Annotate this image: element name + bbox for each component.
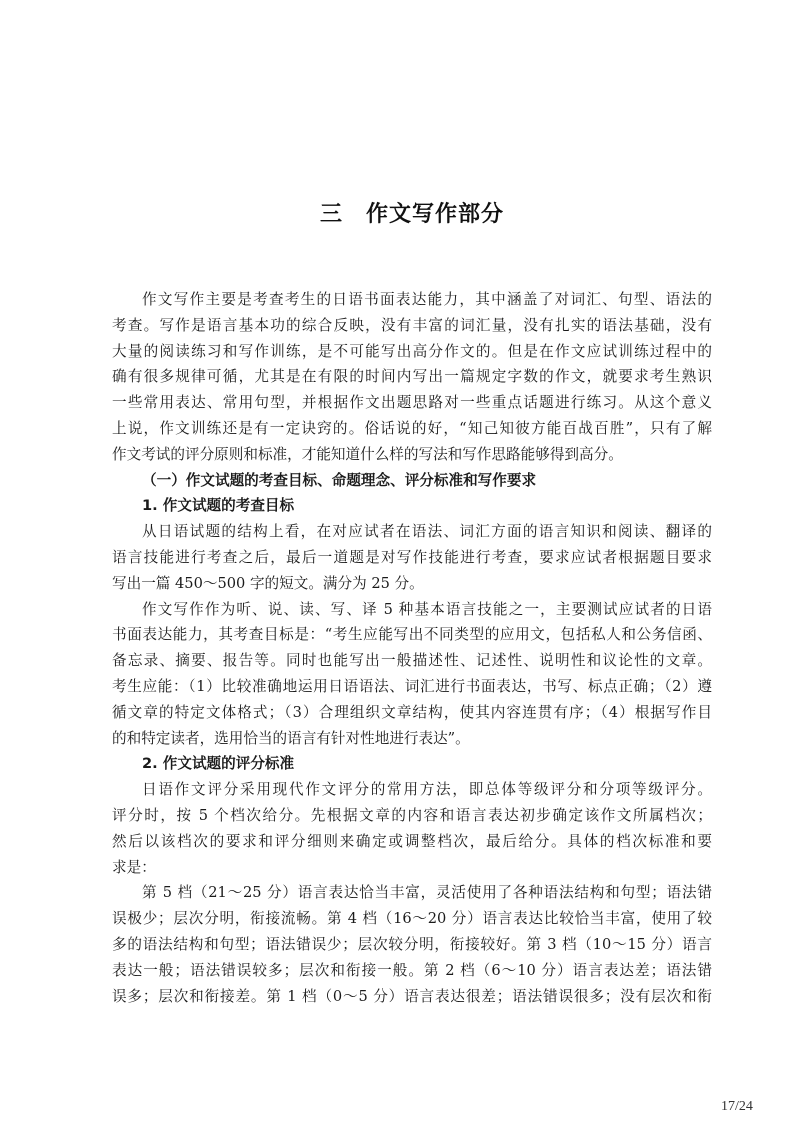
subsection-heading-objectives: 1. 作文试题的考查目标 [142,497,295,515]
text-line: 考查。写作是语言基本功的综合反映，没有丰富的词汇量，没有扎实的语法基础，没有 [112,316,712,334]
text-line: 从日语试题的结构上看，在对应试者在语法、词汇方面的语言知识和阅读、翻译的 [142,523,712,541]
text-line: 评分时，按 5 个档次给分。先根据文章的内容和语言表达初步确定该作文所属档次； [112,806,712,824]
text-line: 一些常用表达、常用句型，并根据作文出题思路对一些重点话题进行练习。从这个意义 [112,394,712,412]
text-line: 日语作文评分采用现代作文评分的常用方法，即总体等级评分和分项等级评分。 [142,781,712,799]
section-heading: （一）作文试题的考查目标、命题理念、评分标准和写作要求 [142,471,537,489]
text-line: 写出一篇 450～500 字的短文。满分为 25 分。 [112,574,424,592]
text-line: 大量的阅读练习和写作训练，是不可能写出高分作文的。但是在作文应试训练过程中的 [112,342,712,360]
text-line: 语言技能进行考查之后，最后一道题是对写作技能进行考查，要求应试者根据题目要求 [112,548,712,566]
text-line: 循文章的特定文体格式；（3）合理组织文章结构，使其内容连贯有序；（4）根据写作目 [112,703,712,721]
intro-paragraph [112,287,712,468]
text-line: 确有很多规律可循，尤其是在有限的时间内写出一篇规定字数的作文，就要求考生熟识 [112,368,712,386]
page-number: 17/24 [721,1099,753,1114]
text-line: 书面表达能力，其考查目标是：“考生应能写出不同类型的应用文，包括私人和公务信函、 [112,626,712,644]
text-line: 作文写作主要是考查考生的日语书面表达能力，其中涵盖了对词汇、句型、语法的 [142,291,712,308]
objectives-paragraph-1 [112,519,712,596]
text-line: 作文考试的评分原则和标准，才能知道什么样的写法和写作思路能够得到高分。 [112,445,623,463]
objectives-paragraph-2 [112,597,712,752]
text-line: 误极少；层次分明，衔接流畅。第 4 档（16～20 分）语言表达比较恰当丰富，使用了较 [112,910,712,928]
chapter-title: 三 作文写作部分 [319,202,504,227]
text-line: 的和特定读者，选用恰当的语言有针对性地进行表达”。 [112,729,470,747]
text-line: 第 5 档（21～25 分）语言表达恰当丰富，灵活使用了各种语法结构和句型；语法错 [142,884,712,902]
text-line: 上说，作文训练还是有一定诀窍的。俗话说的好，“知己知彼方能百战百胜”，只有了解 [112,419,712,437]
text-line: 求是： [112,858,156,876]
body-text [112,287,712,1009]
text-line: 作文写作作为听、说、读、写、译 5 种基本语言技能之一，主要测试应试者的日语 [142,600,712,618]
text-line: 误多；层次和衔接差。第 1 档（0～5 分）语言表达很差；语法错误很多；没有层次和衔 [112,987,712,1005]
subsection-heading-scoring: 2. 作文试题的评分标准 [142,755,295,773]
text-line: 考生应能：（1）比较准确地运用日语语法、词汇进行书面表达，书写、标点正确；（2）遵 [112,677,712,695]
text-line: 然后以该档次的要求和评分细则来确定或调整档次，最后给分。具体的档次标准和要 [112,832,712,850]
text-line: 多的语法结构和句型；语法错误少；层次较分明，衔接较好。第 3 档（10～15 分）语言 [112,935,712,953]
text-line: 表达一般；语法错误较多；层次和衔接一般。第 2 档（6～10 分）语言表达差；语法错 [112,961,712,979]
scoring-paragraph-2 [112,880,712,1009]
text-line: 备忘录、摘要、报告等。同时也能写出一般描述性、记述性、说明性和议论性的文章。 [112,652,712,670]
scoring-paragraph-1 [112,777,712,880]
